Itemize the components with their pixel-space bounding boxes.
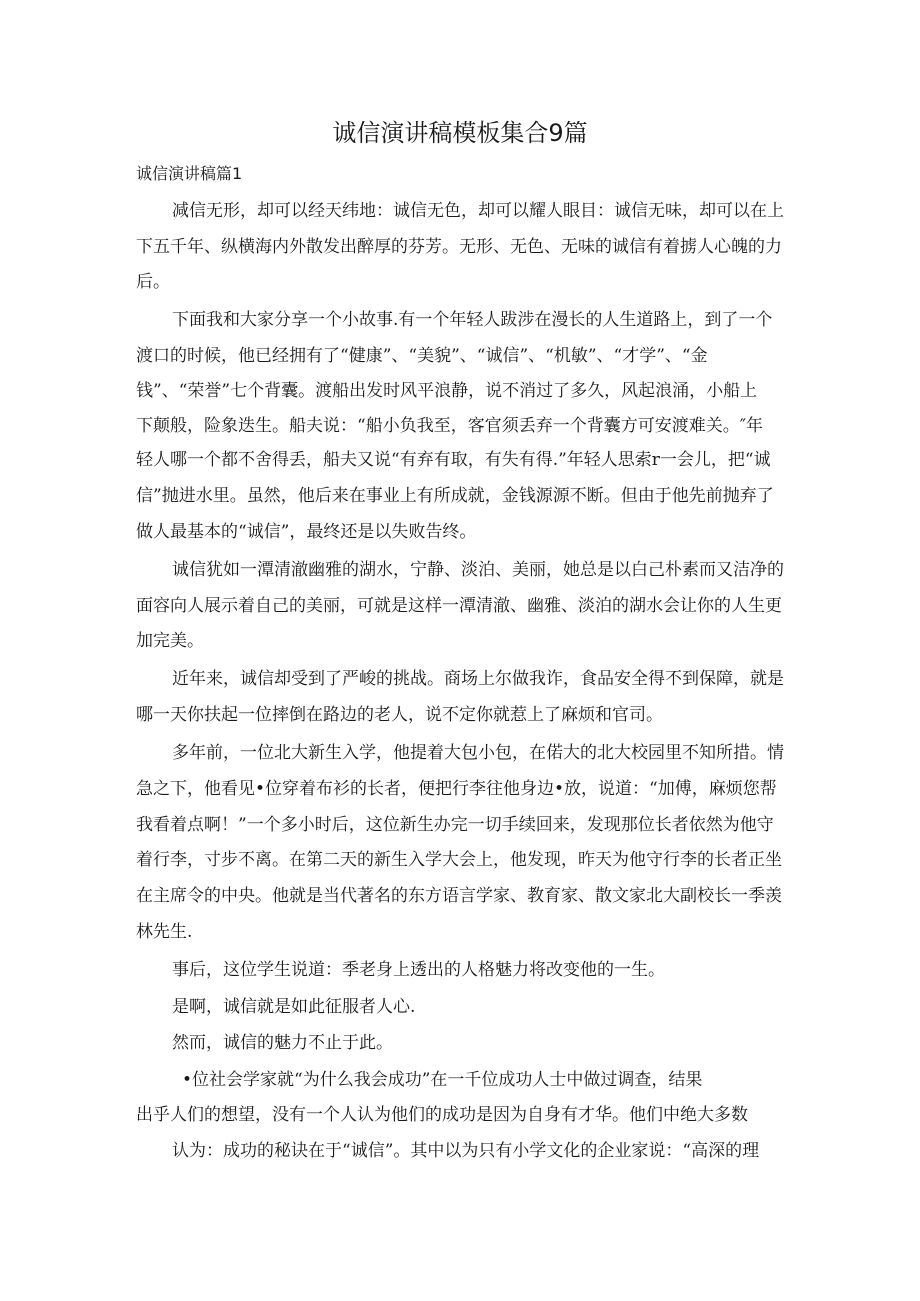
body-line: 钱”、“荣誉”七个背囊。渡船出发时风平浪静，说不消过了多久，风起浪涌，小船上 [136,381,758,401]
body-line: 信”抛进水里。虽然，他后来在事业上有所成就，金钱源源不断。但由于他先前抛弃了 [136,486,774,506]
document-title: 诚信演讲稿模板集合9篇 [332,119,588,147]
body-line: 加完美。 [136,631,204,651]
body-line: 在主席令的中央。他就是当代著名的东方语言学家、教育家、散文家北大副校长一季羡 [136,886,782,906]
body-line: 哪一天你扶起一位摔倒在路边的老人，说不定你就惹上了麻烦和官司。 [136,705,663,725]
body-line: 急之下，他看见•位穿着布衫的长者，便把行李往他身边•放，说道：“加傅，麻烦您帮 [136,779,777,799]
body-line: 认为：成功的秘诀在于“诚信”。其中以为只有小学文化的企业家说：“高深的理 [172,1141,760,1161]
body-line: 多年前，一位北大新生入学，他提着大包小包，在偌大的北大校园里不知所措。情 [172,743,784,763]
body-line: 轻人哪一个都不舍得丢，船夫又说“有弃有取，有失有得.”年轻人思索r一会儿，把“诚 [136,450,771,470]
body-line: •位社会学家就“为什么我会成功”在一千位成功人士中做过调查，结果 [182,1070,703,1090]
body-line: 林先生. [136,922,193,942]
body-line: 出乎人们的想望，没有一个人认为他们的成功是因为自身有才华。他们中绝大多数 [136,1105,748,1125]
body-line: 渡口的时候，他已经拥有了“健康”、“美貌”、“诚信”、“机敏”、“才学”、“金 [136,346,708,366]
body-line: 做人最基本的“诚信”，最终还是以失败告终。 [136,522,477,542]
body-line: 后。 [136,272,170,292]
body-line: 诚信犹如一潭清澈幽雅的湖水，宁静、淡泊、美丽，她总是以白己朴素而又洁净的 [172,560,784,580]
body-line: 下颠般，险象迭生。船夫说：“船小负我至，客官须丢弃一个背囊方可安渡难关。″年 [136,416,764,436]
section-heading: 诚信演讲稿篇1 [136,164,243,183]
body-line: 面容向人展示着自己的美丽，可就是这样一潭清澈、幽雅、淡泊的湖水会让你的人生更 [136,596,782,616]
body-line: 我看着点啊！”一个多小时后，这位新生办完一切手续回来，发现那位长者依然为他守 [136,815,774,835]
body-line: 减信无形，却可以经天纬地：诚信无色，却可以耀人眼目：诚信无味，却可以在上 [172,201,784,221]
body-line: 事后，这位学生说道：季老身上透出的人格魅力将改变他的一生。 [172,960,665,980]
body-line: 着行李，寸步不离。在第二天的新生入学大会上，他发现，昨天为他守行李的长者正坐 [136,850,782,870]
body-line: 是啊，诚信就是如此征服者人心. [172,997,416,1017]
body-line: 下五千年、纵横海内外散发出醉厚的芬芳。无形、无色、无味的诚信有着掳人心魄的力 [136,237,782,257]
body-line: 然而，诚信的魅力不止于此。 [172,1033,393,1053]
body-line: 下面我和大家分享一个小故事.有一个年轻人跋涉在漫长的人生道路上，到了一个 [172,310,773,330]
body-line: 近年来，诚信却受到了严峻的挑战。商场上尔做我诈，食品安全得不到保障，就是 [172,669,784,689]
